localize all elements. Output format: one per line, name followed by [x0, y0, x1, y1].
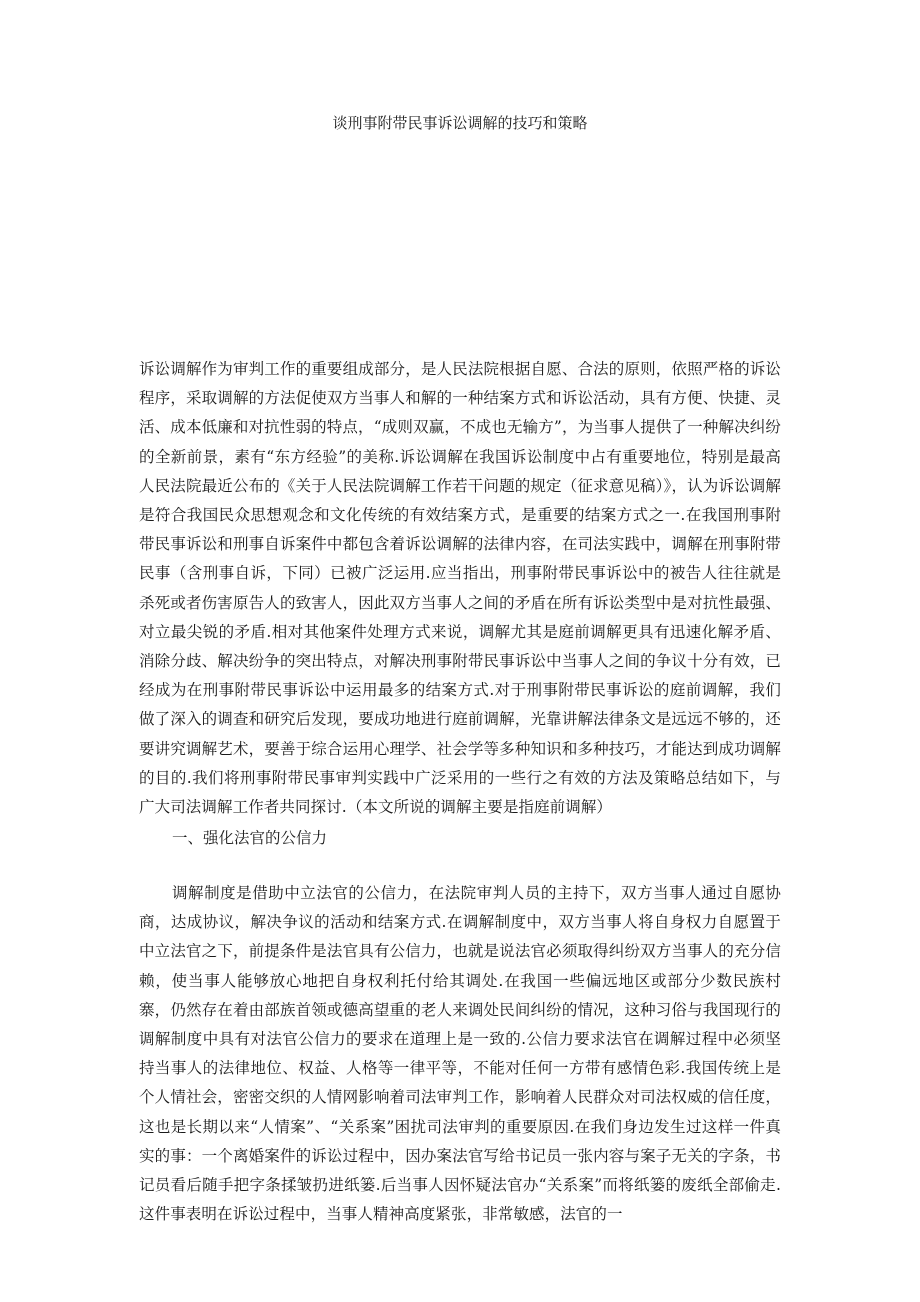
document-title: 谈刑事附带民事诉讼调解的技巧和策略	[332, 114, 588, 132]
intro-paragraph: 诉讼调解作为审判工作的重要组成部分，是人民法院根据自愿、合法的原则，依照严格的诉讼程序，采取调解的方法促使双方当事人和解的一种结案方式和诉讼活动，具有方便、快捷、灵活、成本低廉和对抗性弱的特点，“成则双赢，不成也无输方”，为当事人提供了一种解决纠纷的全新前景，素有“东方经验”的美称.诉讼调解在我国诉讼制度中占有重要地位，特别是最高人民法院最近公布的《关于人民法院调解工作若干问题的规定（征求意见稿）》，认为诉讼调解是符合我国民众思想观念和文化传统的有效结案方式，是重要的结案方式之一.在我国刑事附带民事诉讼和刑事自诉案件中都包含着诉讼调解的法律内容，在司法实践中，调解在刑事附带民事（含刑事自诉，下同）已被广泛运用.应当指出，刑事附带民事诉讼中的被告人往往就是杀死或者伤害原告人的致害人，因此双方当事人之间的矛盾在所有诉讼类型中是对抗性最强、对立最尖锐的矛盾.相对其他案件处理方式来说，调解尤其是庭前调解更具有迅速化解矛盾、消除分歧、解决纷争的突出特点，对解决刑事附带民事诉讼中当事人之间的争议十分有效，已经成为在刑事附带民事诉讼中运用最多的结案方式.对于刑事附带民事诉讼的庭前调解，我们做了深入的调查和研究后发现，要成功地进行庭前调解，光靠讲解法律条文是远远不够的，还要讲究调解艺术，要善于综合运用心理学、社会学等多种知识和多种技巧，才能达到成功调解的目的.我们将刑事附带民事审判实践中广泛采用的一些行之有效的方法及策略总结如下，与广大司法调解工作者共同探讨.（本文所说的调解主要是指庭前调解）	[139, 360, 781, 817]
section-paragraph: 调解制度是借助中立法官的公信力，在法院审判人员的主持下，双方当事人通过自愿协商，达成协议，解决争议的活动和结案方式.在调解制度中，双方当事人将自身权力自愿置于中立法官之下，前提条件是法官具有公信力，也就是说法官必须取得纠纷双方当事人的充分信赖，使当事人能够放心地把自身权利托付给其调处.在我国一些偏远地区或部分少数民族村寨，仍然存在着由部族首领或德高望重的老人来调处民间纠纷的情况，这种习俗与我国现行的调解制度中具有对法官公信力的要求在道理上是一致的.公信力要求法官在调解过程中必须坚持当事人的法律地位、权益、人格等一律平等，不能对任何一方带有感情色彩.我国传统上是个人情社会，密密交织的人情网影响着司法审判工作，影响着人民群众对司法权威的信任度，这也是长期以来“人情案”、“关系案”困扰司法审判的重要原因.在我们身边发生过这样一件真实的事：一个离婚案件的诉讼过程中，因办案法官写给书记员一张内容与案子无关的字条，书记员看后随手把字条揉皱扔进纸篓.后当事人因怀疑法官办“关系案”而将纸篓的废纸全部偷走.这件事表明在诉讼过程中，当事人精神高度紧张，非常敏感，法官的一	[139, 884, 781, 1224]
section-heading: 一、强化法官的公信力	[172, 829, 328, 847]
